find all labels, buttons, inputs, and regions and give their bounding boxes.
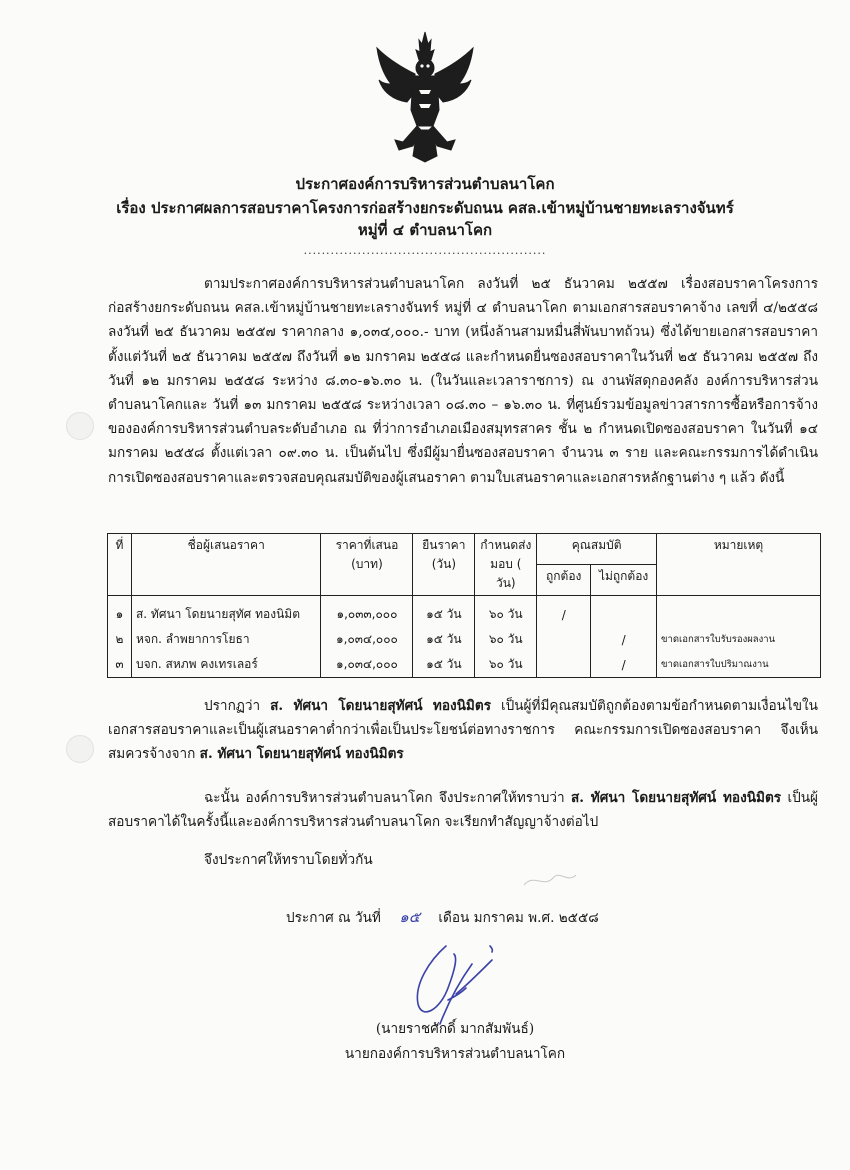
cell-price: ๑,๐๓๓,๐๐๐ — [321, 596, 413, 628]
signature-mark — [400, 938, 505, 1028]
bid-results-table — [107, 533, 821, 678]
finding-mid: เป็นผู้ที่มีคุณสมบัติถูกต้องตามข้อกำหนดตามเงื่อนไขในเอกสารสอบราคาและเป็นผู้เสนอราคาต่ำกว่าเพื่อเป็นประโยชน์ต่อทางราชการ คณะกรรมการเปิดซองสอบราคา จึงเห็นสมควรจ้างจาก — [108, 698, 818, 763]
cell-incorrect — [591, 596, 657, 628]
cell-remark: ขาดเอกสารใบรับรองผลงาน — [657, 627, 821, 652]
col-header-delivery-unit: มอบ ( วัน) — [490, 557, 522, 590]
col-header-validity-unit: (วัน) — [431, 557, 457, 571]
cell-validity: ๑๕ วัน — [413, 652, 475, 678]
date-prefix: ประกาศ ณ วันที่ — [286, 910, 381, 926]
cell-no: ๓ — [108, 652, 132, 678]
col-header-price-unit: (บาท) — [351, 557, 383, 571]
table-row — [108, 627, 821, 652]
winner-name: ส. ทัศนา โดยนายสุทัศน์ ทองนิมิตร — [270, 698, 492, 714]
garuda-emblem-icon — [373, 30, 477, 165]
finding-pre: ปรากฏว่า — [204, 698, 271, 714]
announcement-title: ประกาศองค์การบริหารส่วนตำบลนาโคก — [295, 175, 555, 193]
col-header-delivery-label: กำหนดส่ง — [480, 538, 532, 552]
cell-validity: ๑๕ วัน — [413, 627, 475, 652]
announcement-subject-line2: หมู่ที่ ๔ ตำบลนาโคก — [357, 221, 493, 239]
cell-price: ๑,๐๓๔,๐๐๐ — [321, 652, 413, 678]
col-header-remark: หมายเหตุ — [657, 534, 821, 596]
cell-no: ๒ — [108, 627, 132, 652]
winner-name: ส. ทัศนา โดยนายสุทัศน์ ทองนิมิตร — [570, 790, 782, 806]
date-day: ๑๕ — [399, 908, 421, 926]
col-header-delivery — [475, 534, 537, 596]
cell-delivery: ๖๐ วัน — [475, 652, 537, 678]
col-header-qualification: คุณสมบัติ — [537, 534, 657, 565]
signer-position: นายกองค์การบริหารส่วนตำบลนาโคก — [344, 1046, 566, 1062]
result-paragraph — [108, 786, 818, 834]
signer-name: (นายราชศักดิ์ มากสัมพันธ์) — [375, 1021, 535, 1037]
title-separator: ...................................................... — [303, 244, 547, 257]
cell-correct — [537, 627, 591, 652]
announcement-subject: เรื่อง ประกาศผลการสอบราคาโครงการก่อสร้างยกระดับถนน คสล.เข้าหมู่บ้านชายทะเลรางจันทร์ — [116, 199, 734, 217]
cell-remark: ขาดเอกสารใบปริมาณงาน — [657, 652, 821, 678]
cell-delivery: ๖๐ วัน — [475, 596, 537, 628]
cell-correct — [537, 652, 591, 678]
col-header-name: ชื่อผู้เสนอราคา — [131, 534, 321, 596]
col-header-price-label: ราคาที่เสนอ — [335, 538, 399, 552]
cell-validity: ๑๕ วัน — [413, 596, 475, 628]
cell-incorrect: / — [591, 652, 657, 678]
cell-delivery: ๖๐ วัน — [475, 627, 537, 652]
cell-name: บจก. สหภพ คงเทรเลอร์ — [131, 652, 321, 678]
cell-name: หจก. ลำพยาการโยธา — [131, 627, 321, 652]
result-pre: ฉะนั้น องค์การบริหารส่วนตำบลนาโคก จึงประกาศให้ทราบว่า — [204, 790, 571, 806]
cell-name: ส. ทัศนา โดยนายสุทัศ ทองนิมิต — [131, 596, 321, 628]
result-post: เป็นผู้สอบราคาได้ในครั้งนี้และองค์การบริหารส่วนตำบลนาโคก จะเรียกทำสัญญาจ้างต่อไป — [108, 790, 819, 831]
cell-remark — [657, 596, 821, 628]
finding-paragraph — [108, 694, 818, 767]
intro-paragraph: ตามประกาศองค์การบริหารส่วนตำบลนาโคก ลงวันที่ ๒๕ ธันวาคม ๒๕๕๗ เรื่องสอบราคาโครงการก่อสร้างยกระดับถนน คสล.เข้าหมู่บ้านชายทะเลรางจันทร์ หมู่ที่ ๔ ตำบลนาโคก ตามเอกสารสอบราคาจ้าง เลขที่ ๔/๒๕๕๘ ลงวันที่ ๒๕ ธันวาคม ๒๕๕๗ ราคากลาง ๑,๐๓๔,๐๐๐.- บาท (หนึ่งล้านสามหมื่นสี่พันบาทถ้วน) ซึ่งได้ขายเอกสารสอบราคาตั้งแต่วันที่ ๒๕ ธันวาคม ๒๕๕๗ ถึงวันที่ ๑๒ มกราคม ๒๕๕๘ และกำหนดยื่นซองสอบราคาในวันที่ ๒๕ ธันวาคม ๒๕๕๗ ถึงวันที่ ๑๒ มกราคม ๒๕๕๘ ระหว่าง ๘.๓๐-๑๖.๓๐ น. (ในวันและเวลาราชการ) ณ งานพัสดุกองคลัง องค์การบริหารส่วนตำบลนาโคกและ วันที่ ๑๓ มกราคม ๒๕๕๘ ระหว่างเวลา ๐๘.๓๐ – ๑๖.๓๐ น. ที่ศูนย์รวมข้อมูลข่าวสารการซื้อหรือการจ้างขององค์การบริหารส่วนตำบลระดับอำเภอ ณ ที่ว่าการอำเภอเมืองสมุทรสาคร ชั้น ๒ กำหนดเปิดซองสอบราคา ในวันที่ ๑๔ มกราคม ๒๕๕๘ ตั้งแต่เวลา ๐๙.๓๐ น. เป็นต้นไป ซึ่งมีผู้มายื่นซองสอบราคา จำนวน ๓ ราย และคณะกรรมการได้ดำเนินการเปิดซองสอบราคาและตรวจสอบคุณสมบัติของผู้เสนอราคา ตามใบเสนอราคาและเอกสารหลักฐานต่าง ๆ แล้ว ดังนี้ — [108, 276, 818, 486]
punch-hole — [66, 412, 94, 440]
col-header-price — [321, 534, 413, 596]
punch-hole — [66, 735, 94, 763]
table-row — [108, 596, 821, 628]
cell-incorrect: / — [591, 627, 657, 652]
date-month-year: เดือน มกราคม พ.ศ. ๒๕๕๘ — [438, 910, 599, 926]
cell-price: ๑,๐๓๔,๐๐๐ — [321, 627, 413, 652]
col-header-no: ที่ — [108, 534, 132, 596]
cell-no: ๑ — [108, 596, 132, 628]
cell-correct: / — [537, 596, 591, 628]
closing-line: จึงประกาศให้ทราบโดยทั่วกัน — [204, 852, 373, 868]
winner-name: ส. ทัศนา โดยนายสุทัศน์ ทองนิมิตร — [199, 746, 404, 763]
announcement-date — [286, 905, 599, 929]
table-row — [108, 652, 821, 678]
faint-mark — [520, 865, 580, 895]
col-header-correct: ถูกต้อง — [537, 565, 591, 596]
col-header-validity-label: ยืนราคา — [422, 538, 466, 552]
col-header-incorrect: ไม่ถูกต้อง — [591, 565, 657, 596]
col-header-validity — [413, 534, 475, 596]
